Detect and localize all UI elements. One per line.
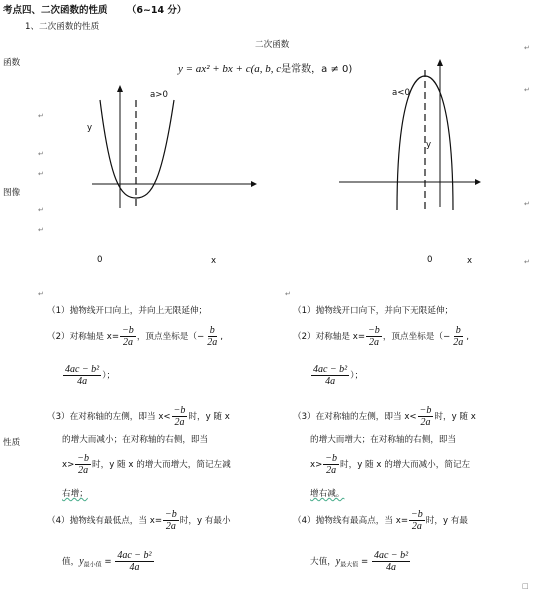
right-p3-line3 — [310, 453, 470, 476]
paragraph-mark: ↵ — [285, 290, 291, 298]
right-property-3 — [293, 405, 476, 428]
equals-sign: = — [104, 557, 112, 567]
frac-num: −b — [173, 405, 186, 416]
y-axis-arrow — [117, 85, 123, 92]
paragraph-mark: ↵ — [38, 150, 44, 158]
y-symbol: y — [335, 556, 341, 567]
left-graph-y-label: y — [87, 123, 93, 133]
right-p3-text-b: 时，y 随 x — [434, 412, 476, 422]
left-p3-text-a: （3）在对称轴的左侧，即当 x< — [47, 412, 171, 422]
graph-downward-parabola — [335, 52, 485, 212]
right-graph-y-label: y — [426, 140, 432, 150]
paragraph-mark: ↵ — [38, 206, 44, 214]
left-p3-text-b: 时，y 随 x — [188, 412, 230, 422]
right-p4-text-a: （4）抛物线有最高点，当 x= — [293, 516, 409, 526]
row-label-function: 函数 — [3, 58, 21, 68]
frac-num: 4ac − b² — [117, 550, 152, 561]
row-label-property: 性质 — [3, 438, 21, 448]
right-p2-vertex-x-frac — [451, 325, 465, 348]
frac-den: 2a — [326, 465, 337, 476]
frac-num: 4ac − b² — [65, 364, 100, 375]
paragraph-mark: ↵ — [38, 290, 44, 298]
right-vertex-y-frac — [311, 364, 349, 387]
left-vertex-y — [62, 364, 115, 387]
right-p2-axis-frac — [366, 325, 382, 348]
frac-num: −b — [419, 405, 432, 416]
frac-den: 2a — [420, 417, 431, 428]
right-property-1: （1）抛物线开口向下，并向下无限延伸； — [293, 306, 454, 316]
column-header: 二次函数 — [255, 40, 290, 50]
left-p3-frac1 — [172, 405, 188, 428]
left-p3-line4 — [62, 487, 88, 501]
right-property-2: （2）对称轴是 x= $\frac{-b}{2a}$ ，顶点坐标是（− $\frac{b}{2a}$ , — [293, 325, 469, 348]
graph-upward-parabola — [88, 80, 258, 210]
frac-den: 2a — [368, 337, 379, 348]
left-graph-x-label: x — [211, 256, 217, 266]
row-label-image: 图像 — [3, 188, 21, 198]
left-p4-line2 — [62, 550, 155, 573]
right-property-4 — [293, 509, 468, 532]
frac-den: 2a — [411, 521, 422, 532]
right-p3-line4 — [310, 487, 344, 501]
right-p2-text-a: （2）对称轴是 x= — [293, 332, 366, 342]
parabola-curve — [100, 100, 174, 198]
frac-num: −b — [368, 325, 380, 336]
equals-sign: = — [361, 557, 369, 567]
frac-den: 4a — [325, 376, 336, 387]
y-axis-arrow — [437, 59, 443, 66]
frac-den: 2a — [78, 465, 89, 476]
left-property-2: （2）对称轴是 x= $\frac{-b}{2a}$ ，顶点坐标是（− $\frac{b}{2a}$ , — [47, 325, 223, 348]
right-p4-frac — [409, 509, 425, 532]
right-graph-condition: a<0 — [392, 88, 410, 98]
subsection-title: 1、二次函数的性质 — [25, 22, 100, 32]
left-p2-axis-frac — [120, 325, 136, 348]
x-axis-arrow — [475, 179, 481, 185]
left-p3-text-d: x> — [62, 460, 75, 470]
frac-den: 4a — [129, 562, 140, 573]
left-graph-condition: a>0 — [150, 90, 168, 100]
right-graph-origin-label: 0 — [427, 255, 433, 265]
left-p2-text-b: ，顶点坐标是（ — [136, 332, 197, 342]
min-value-subscript: 最小值 — [83, 561, 102, 569]
frac-num: −b — [165, 509, 177, 520]
left-p4-text-c: 值， — [62, 557, 80, 567]
left-p4-text-a: （4）抛物线有最低点，当 x= — [47, 516, 163, 526]
right-p3-text-e: 时，y 随 x 的增大而减小，简记左 — [340, 460, 471, 470]
frac-den: 2a — [122, 337, 133, 348]
left-p4-frac — [163, 509, 179, 532]
frac-num: −b — [411, 509, 423, 520]
left-property-4 — [47, 509, 231, 532]
frac-den: 2a — [174, 417, 185, 428]
end-of-cell-mark: □ — [522, 582, 529, 590]
x-axis-arrow — [251, 181, 257, 187]
quadratic-formula — [178, 60, 352, 75]
frac-den: 2a — [453, 337, 464, 348]
frac-num: b — [455, 325, 461, 336]
section-title — [3, 2, 186, 16]
formula-suffix: 是常数，a ≠ 0) — [281, 64, 353, 75]
left-p4-text-b: 时，y 有最小 — [179, 516, 231, 526]
paragraph-mark: ↵ — [524, 44, 530, 52]
frac-num: b — [209, 325, 215, 336]
left-p3-text-f: 右增； — [62, 489, 88, 499]
max-value-subscript: 最大值 — [340, 561, 359, 569]
left-p3-text-c: 的增大而减小；在对称轴的右侧，即当 — [62, 435, 209, 445]
frac-num: −b — [325, 453, 338, 464]
left-vertex-y-frac — [63, 364, 101, 387]
left-graph-origin-label: 0 — [97, 255, 103, 265]
right-p3-text-a: （3）在对称轴的左侧，即当 x< — [293, 412, 417, 422]
right-max-value-frac — [372, 550, 410, 573]
left-p2-vertex-x-frac — [205, 325, 219, 348]
left-property-3 — [47, 405, 230, 428]
paragraph-mark: ↵ — [38, 170, 44, 178]
left-p2-end: ）； — [102, 371, 116, 381]
paragraph-mark: ↵ — [524, 258, 530, 266]
formula-prefix: y = ax² + bx + c(a, b, c — [178, 63, 282, 75]
paragraph-mark: ↵ — [38, 226, 44, 234]
right-p3-text-d: x> — [310, 460, 323, 470]
left-p3-line3 — [62, 453, 231, 476]
frac-num: −b — [122, 325, 134, 336]
paragraph-mark: ↵ — [38, 112, 44, 120]
frac-den: 2a — [207, 337, 218, 348]
right-p4-text-c: 大值， — [310, 557, 336, 567]
right-vertex-y — [310, 364, 363, 387]
right-p2-end: ）； — [350, 371, 364, 381]
left-p3-frac2 — [75, 453, 91, 476]
right-p3-frac1 — [418, 405, 434, 428]
right-p4-line2 — [310, 550, 411, 573]
section-title-text: 考点四、二次函数的性质 — [3, 5, 108, 16]
minus-sign: − — [196, 332, 205, 342]
frac-den: 4a — [386, 562, 397, 573]
right-p3-frac2 — [323, 453, 339, 476]
frac-den: 4a — [77, 376, 88, 387]
frac-num: 4ac − b² — [313, 364, 348, 375]
right-p3-text-c: 的增大而增大；在对称轴的右侧，即当 — [310, 435, 457, 445]
frac-num: −b — [77, 453, 90, 464]
y-symbol: y — [79, 556, 84, 567]
paragraph-mark: ↵ — [524, 200, 530, 208]
left-p3-text-e: 时，y 随 x 的增大而增大，简记左减 — [92, 460, 231, 470]
right-p4-text-b: 时，y 有最 — [425, 516, 468, 526]
paragraph-mark: ↵ — [524, 86, 530, 94]
left-p2-text-a: （2）对称轴是 x= — [47, 332, 120, 342]
right-p2-text-b: ，顶点坐标是（ — [382, 332, 443, 342]
frac-num: 4ac − b² — [373, 550, 409, 561]
left-min-value-frac — [115, 550, 153, 573]
frac-den: 2a — [165, 521, 176, 532]
section-score: （6~14 分） — [126, 5, 187, 16]
left-property-1: （1）抛物线开口向上，并向上无限延伸； — [47, 306, 208, 316]
right-p3-text-f: 增右减。 — [310, 489, 345, 499]
right-graph-x-label: x — [467, 256, 473, 266]
minus-sign: − — [442, 332, 451, 342]
